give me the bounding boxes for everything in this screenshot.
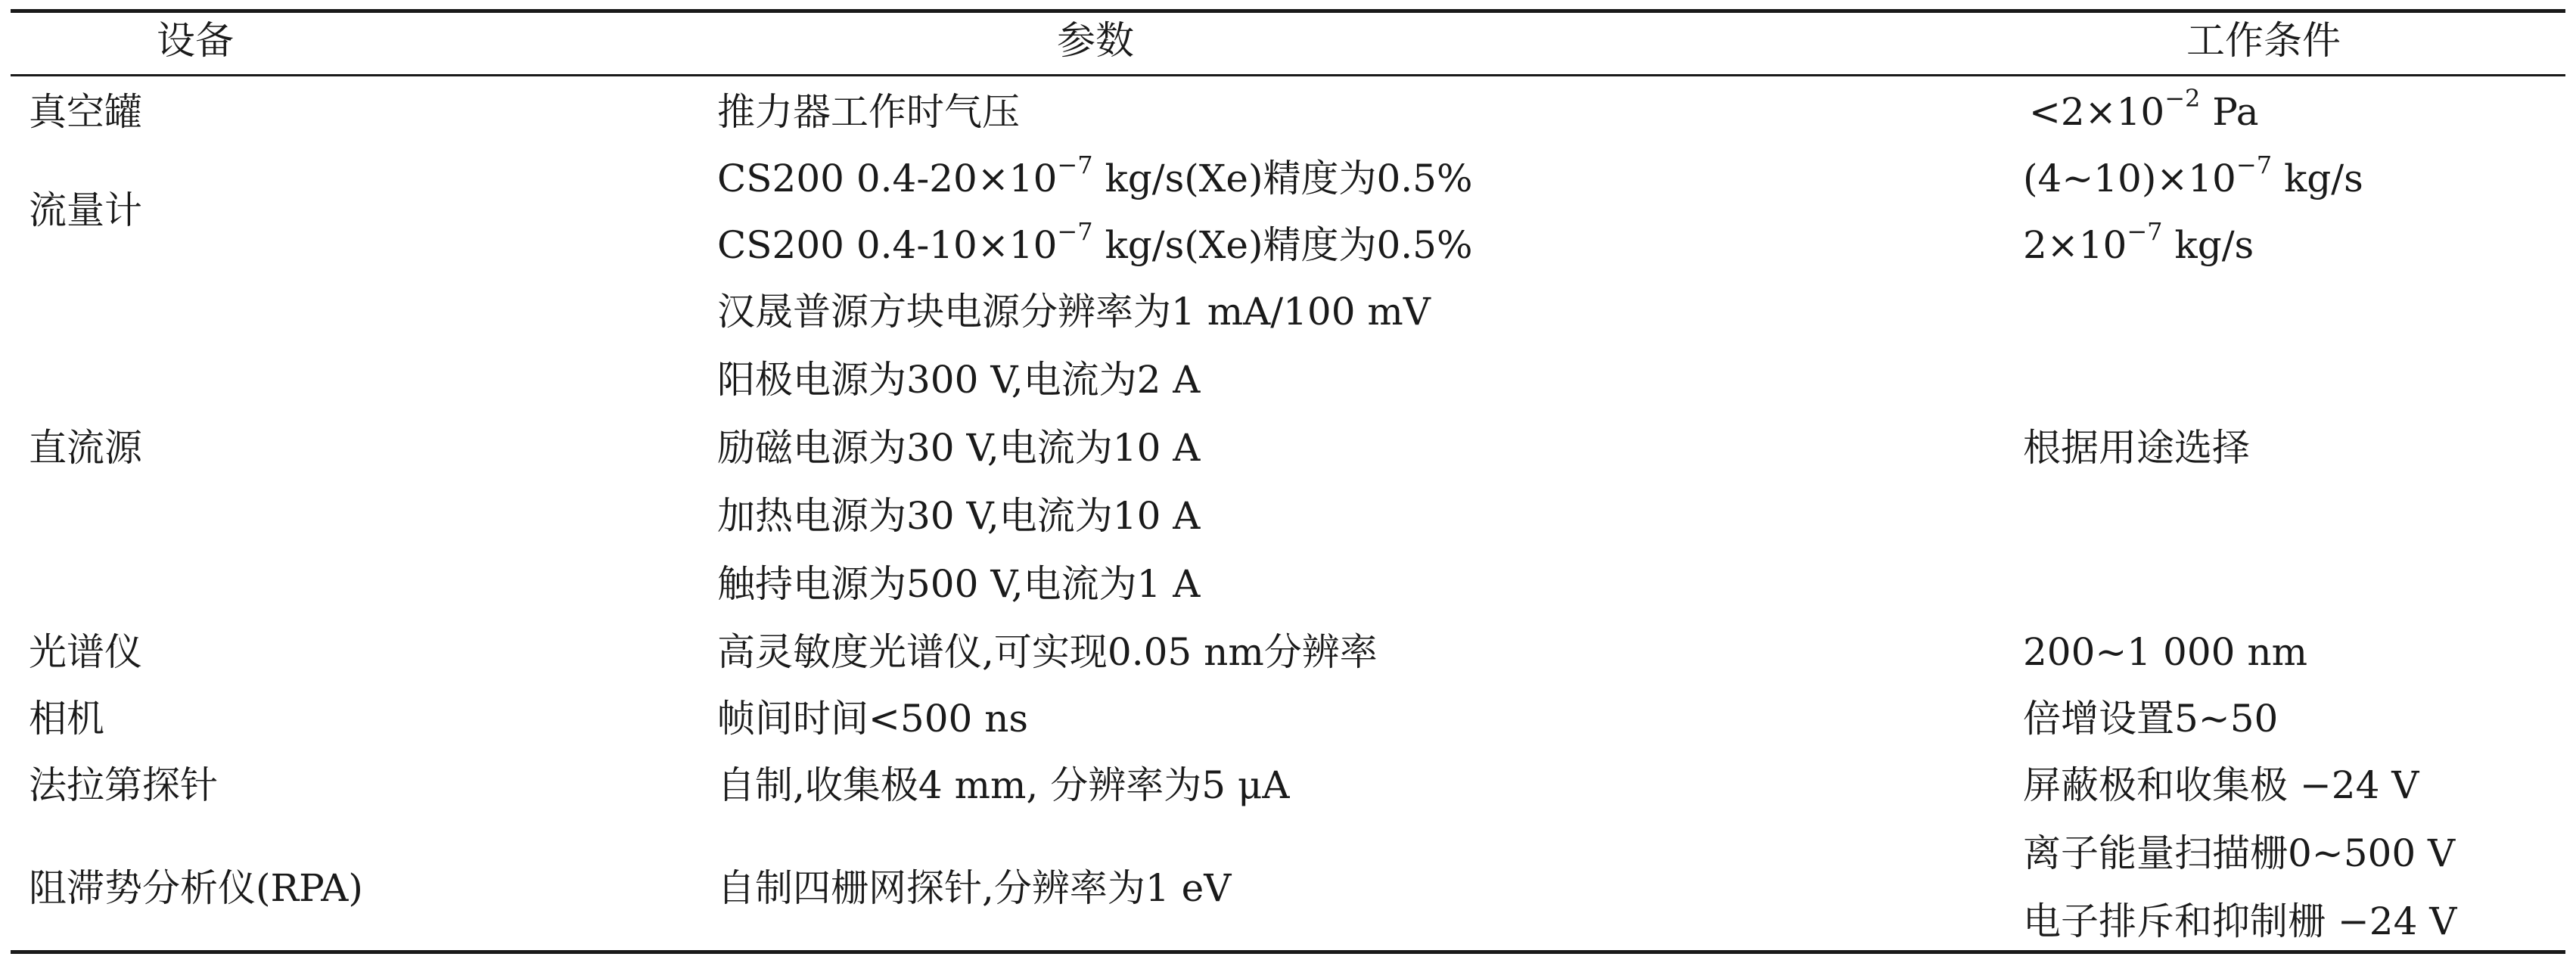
param-cell: 帧间时间<500 ns — [717, 697, 1029, 741]
condition-cell: 屏蔽极和收集极 −24 V — [2023, 763, 2419, 807]
condition-text: 2×10 — [2023, 223, 2127, 267]
param-cell: 自制四栅网探针,分辨率为1 eV — [717, 866, 1232, 910]
device-cell: 法拉第探针 — [29, 763, 218, 807]
device-cell: 相机 — [29, 697, 104, 741]
condition-unit: kg/s — [2272, 157, 2363, 200]
table-bottom-rule — [11, 950, 2565, 954]
param-cell: 阳极电源为300 V,电流为2 A — [717, 358, 1201, 402]
exponent: −7 — [2127, 217, 2163, 247]
condition-text: <2×10 — [2029, 90, 2165, 134]
table-top-rule — [11, 9, 2565, 13]
condition-cell — [2023, 217, 2254, 268]
condition-cell — [2029, 84, 2259, 135]
device-cell: 真空罐 — [29, 90, 142, 134]
param-cell — [717, 151, 1473, 201]
param-cell: 加热电源为30 V,电流为10 A — [717, 494, 1201, 538]
header-conditions: 工作条件 — [2186, 19, 2341, 64]
param-cell: 励磁电源为30 V,电流为10 A — [717, 426, 1201, 470]
condition-text: (4~10)×10 — [2023, 157, 2236, 200]
exponent: −7 — [2236, 151, 2273, 180]
param-unit: kg/s(Xe)精度为0.5% — [1092, 157, 1473, 200]
device-cell: 阻滞势分析仪(RPA) — [29, 866, 363, 910]
condition-cell: 200~1 000 nm — [2023, 630, 2307, 674]
exponent: −7 — [1057, 151, 1093, 180]
param-cell: 高灵敏度光谱仪,可实现0.05 nm分辨率 — [717, 630, 1378, 674]
condition-cell — [2023, 151, 2363, 201]
exponent: −7 — [1057, 217, 1093, 247]
param-cell: 自制,收集极4 mm, 分辨率为5 μA — [717, 763, 1290, 807]
param-cell: 汉晟普源方块电源分辨率为1 mA/100 mV — [717, 290, 1431, 334]
table-header-rule — [11, 74, 2565, 76]
condition-cell: 离子能量扫描栅0~500 V — [2023, 831, 2456, 875]
param-text: CS200 0.4-20×10 — [717, 157, 1058, 200]
param-text: CS200 0.4-10×10 — [717, 223, 1058, 267]
condition-cell: 倍增设置5~50 — [2023, 697, 2279, 741]
param-cell: 触持电源为500 V,电流为1 A — [717, 562, 1201, 606]
condition-cell: 电子排斥和抑制栅 −24 V — [2023, 899, 2457, 943]
header-params: 参数 — [1056, 19, 1135, 64]
condition-cell: 根据用途选择 — [2023, 426, 2250, 470]
param-unit: kg/s(Xe)精度为0.5% — [1092, 223, 1473, 267]
param-cell: 推力器工作时气压 — [717, 90, 1020, 134]
device-cell: 流量计 — [29, 188, 142, 232]
header-device: 设备 — [156, 19, 235, 64]
exponent: −2 — [2164, 84, 2201, 113]
param-cell — [717, 217, 1473, 268]
condition-unit: kg/s — [2162, 223, 2254, 267]
device-cell: 光谱仪 — [29, 630, 142, 674]
condition-unit: Pa — [2200, 90, 2259, 134]
device-cell: 直流源 — [29, 426, 142, 470]
